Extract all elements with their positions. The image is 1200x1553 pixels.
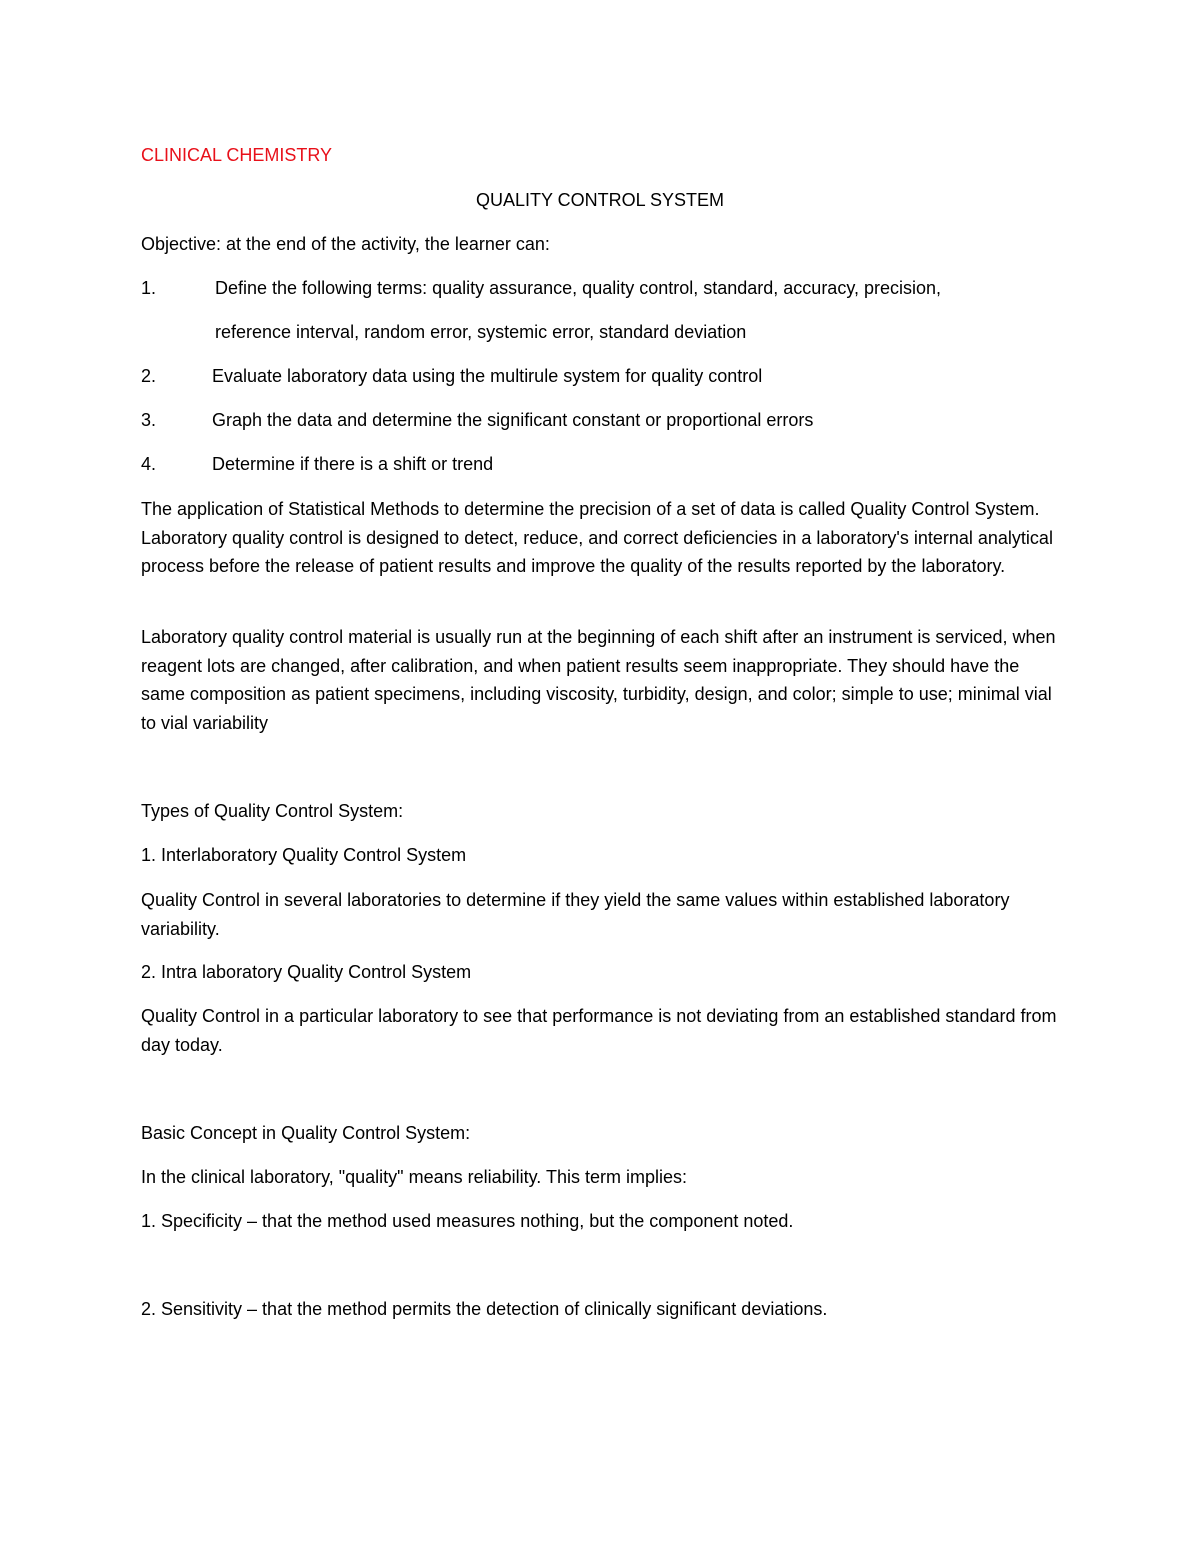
types-heading: Types of Quality Control System: [141,801,404,821]
type2-description: Quality Control in a particular laboratory to see that performance is not deviating from an established standard from day today. [141,1006,1057,1055]
objective-text: Define the following terms: quality assurance, quality control, standard, accuracy, precision, [215,278,942,298]
objective-number: 4. [141,454,157,474]
objective-text-continued: reference interval, random error, systemic error, standard deviation [215,322,747,342]
concept-sensitivity: 2. Sensitivity – that the method permits the detection of clinically significant deviations. [141,1299,828,1319]
concept-specificity: 1. Specificity – that the method used measures nothing, but the component noted. [141,1211,794,1231]
objective-number: 1. [141,278,157,298]
subject-heading: CLINICAL CHEMISTRY [141,145,333,165]
intro-paragraph: The application of Statistical Methods to determine the precision of a set of data is called Quality Control System. Laboratory quality control is designed to detect, reduce, and correct deficiencies in a laboratory's internal analytical process before the release of patient results and improve the quality of the results reported by the laboratory. [141,499,1053,576]
basic-concept-intro: In the clinical laboratory, "quality" means reliability. This term implies: [141,1167,687,1187]
objective-number: 3. [141,410,157,430]
objective-text: Graph the data and determine the significant constant or proportional errors [212,410,814,430]
type1-heading: 1. Interlaboratory Quality Control System [141,845,467,865]
objective-text: Determine if there is a shift or trend [212,454,494,474]
type2-heading: 2. Intra laboratory Quality Control System [141,962,472,982]
objective-intro: Objective: at the end of the activity, the learner can: [141,234,550,254]
basic-concept-heading: Basic Concept in Quality Control System: [141,1123,471,1143]
type1-description: Quality Control in several laboratories to determine if they yield the same values within established laboratory variability. [141,890,1010,939]
objective-text: Evaluate laboratory data using the multirule system for quality control [212,366,763,386]
document-title: QUALITY CONTROL SYSTEM [475,190,725,210]
qc-material-paragraph: Laboratory quality control material is usually run at the beginning of each shift after an instrument is serviced, when reagent lots are changed, after calibration, and when patient results seem inappropriate. They should have the same composition as patient specimens, including viscosity, turbidity, design, and color; simple to use; minimal vial to vial variability [141,627,1056,733]
objective-number: 2. [141,366,157,386]
